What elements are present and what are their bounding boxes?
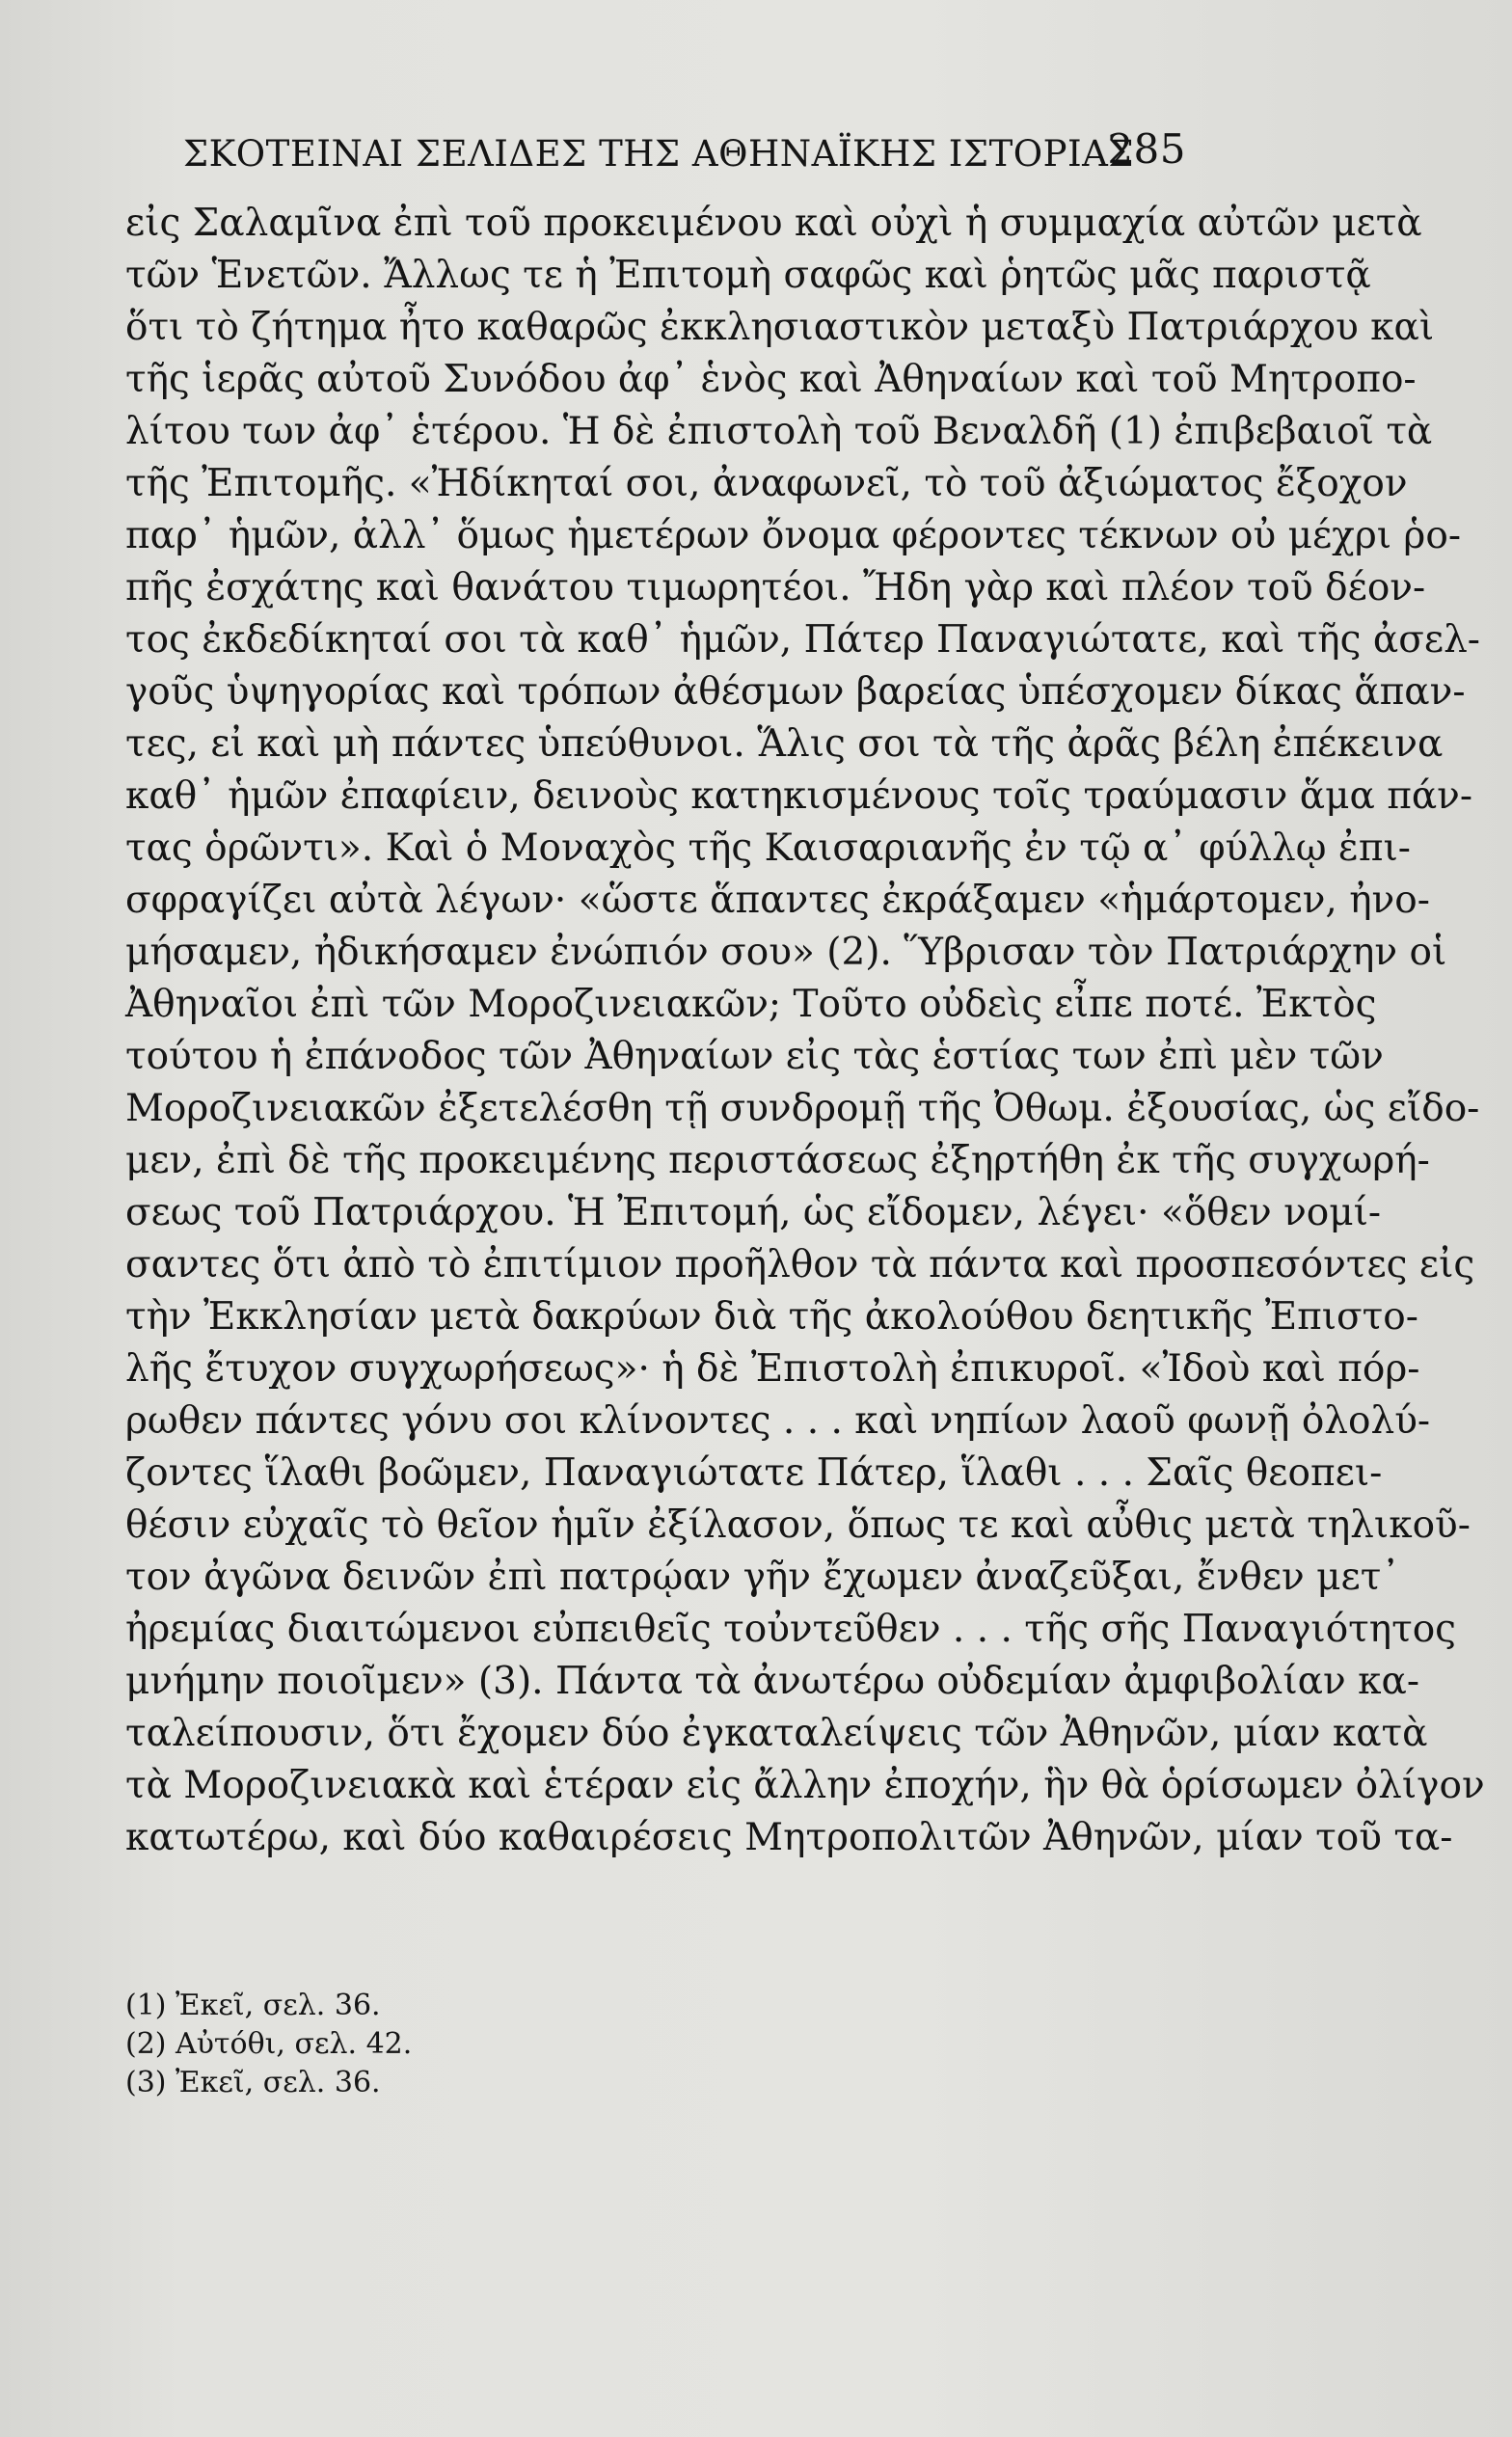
footnotes: [125, 1987, 800, 2102]
text-line: ρωθεν πάντες γόνυ σοι κλίνοντες . . . καὶ νηπίων λαοῦ φωνῇ ὀλολύ-: [125, 1399, 1431, 1443]
text-line: ὅτι τὸ ζήτημα ἦτο καθαρῶς ἐκκλησιαστικὸν μεταξὺ Πατριάρχου καὶ: [125, 306, 1435, 349]
text-line: μνήμην ποιοῖμεν» (3). Πάντα τὰ ἀνωτέρω οὐδεμίαν ἀμφιβολίαν κα-: [125, 1660, 1419, 1703]
text-line: Μοροζινειακῶν ἐξετελέσθη τῇ συνδρομῇ τῆς Ὀθωμ. ἐξουσίας, ὡς εἴδο-: [125, 1087, 1480, 1130]
text-line: εἰς Σαλαμῖνα ἐπὶ τοῦ προκειμένου καὶ οὐχὶ ἡ συμμαχία αὐτῶν μετὰ: [125, 202, 1422, 245]
text-line: ζοντες ἵλαθι βοῶμεν, Παναγιώτατε Πάτερ, ἵλαθι . . . Σαῖς θεοπει-: [125, 1451, 1383, 1495]
body-text: [125, 198, 1485, 1864]
text-line: ἠρεμίας διαιτώμενοι εὐπειθεῖς τοὐντεῦθεν . . . τῆς σῆς Παναγιότητος: [125, 1608, 1457, 1651]
text-line: τῆς ἱερᾶς αὐτοῦ Συνόδου ἀφ᾽ ἑνὸς καὶ Ἀθηναίων καὶ τοῦ Μητροπο-: [125, 358, 1417, 401]
text-line: Ἀθηναῖοι ἐπὶ τῶν Μοροζινειακῶν; Τοῦτο οὐδεὶς εἶπε ποτέ. Ἐκτὸς: [125, 983, 1377, 1026]
page-header: [183, 125, 1186, 183]
footnote: (1) Ἐκεῖ, σελ. 36.: [125, 1989, 381, 2022]
text-line: τῶν Ἑνετῶν. Ἄλλως τε ἡ Ἐπιτομὴ σαφῶς καὶ ῥητῶς μᾶς παριστᾷ: [125, 254, 1371, 297]
text-line: σαντες ὅτι ἀπὸ τὸ ἐπιτίμιον προῆλθον τὰ πάντα καὶ προσπεσόντες εἰς: [125, 1243, 1475, 1286]
text-line: τούτου ἡ ἐπάνοδος τῶν Ἀθηναίων εἰς τὰς ἑστίας των ἐπὶ μὲν τῶν: [125, 1035, 1384, 1078]
footnote: (2) Αὐτόθι, σελ. 42.: [125, 2027, 413, 2061]
text-line: καθ᾽ ἡμῶν ἐπαφίειν, δεινοὺς κατηκισμένους τοῖς τραύμασιν ἅμα πάν-: [125, 774, 1473, 818]
footnote: (3) Ἐκεῖ, σελ. 36.: [125, 2066, 381, 2099]
text-line: σεως τοῦ Πατριάρχου. Ἡ Ἐπιτομή, ὡς εἴδομεν, λέγει· «ὅθεν νομί-: [125, 1191, 1382, 1234]
text-line: τὴν Ἐκκλησίαν μετὰ δακρύων διὰ τῆς ἀκολούθου δεητικῆς Ἐπιστο-: [125, 1295, 1418, 1339]
text-line: παρ᾽ ἡμῶν, ἀλλ᾽ ὅμως ἡμετέρων ὄνομα φέροντες τέκνων οὐ μέχρι ῥο-: [125, 514, 1462, 557]
text-line: τος ἐκδεδίκηταί σοι τὰ καθ᾽ ἡμῶν, Πάτερ Παναγιώτατε, καὶ τῆς ἀσελ-: [125, 618, 1480, 662]
text-line: τῆς Ἐπιτομῆς. «Ἠδίκηταί σοι, ἀναφωνεῖ, τὸ τοῦ ἀξιώματος ἔξοχον: [125, 462, 1408, 505]
text-line: κατωτέρω, καὶ δύο καθαιρέσεις Μητροπολιτῶν Ἀθηνῶν, μίαν τοῦ τα-: [125, 1816, 1453, 1859]
text-line: γοῦς ὑψηγορίας καὶ τρόπων ἀθέσμων βαρείας ὑπέσχομεν δίκας ἅπαν-: [125, 670, 1466, 714]
text-line: λίτου των ἀφ᾽ ἑτέρου. Ἡ δὲ ἐπιστολὴ τοῦ Βεναλδῆ (1) ἐπιβεβαιοῖ τὰ: [125, 410, 1433, 453]
running-title: ΣΚΟΤΕΙΝΑΙ ΣΕΛΙΔΕΣ ΤΗΣ ΑΘΗΝΑΪΚΗΣ ΙΣΤΟΡΙΑΣ: [183, 133, 1134, 175]
text-line: τας ὁρῶντι». Καὶ ὁ Μοναχὸς τῆς Καισαριανῆς ἐν τῷ α᾽ φύλλῳ ἐπι-: [125, 826, 1411, 870]
text-line: ταλείπουσιν, ὅτι ἔχομεν δύο ἐγκαταλείψεις τῶν Ἀθηνῶν, μίαν κατὰ: [125, 1712, 1428, 1755]
text-line: τὰ Μοροζινειακὰ καὶ ἑτέραν εἰς ἄλλην ἐποχήν, ἣν θὰ ὁρίσωμεν ὀλίγον: [125, 1764, 1485, 1807]
text-line: τον ἀγῶνα δεινῶν ἐπὶ πατρῴαν γῆν ἔχωμεν ἀναζεῦξαι, ἔνθεν μετ᾽: [125, 1556, 1400, 1599]
text-line: τες, εἰ καὶ μὴ πάντες ὑπεύθυνοι. Ἅλις σοι τὰ τῆς ἀρᾶς βέλη ἐπέκεινα: [125, 722, 1444, 766]
text-line: μήσαμεν, ἠδικήσαμεν ἐνώπιόν σου» (2). Ὕβρισαν τὸν Πατριάρχην οἱ: [125, 931, 1447, 974]
text-line: λῆς ἔτυχον συγχωρήσεως»· ἡ δὲ Ἐπιστολὴ ἐπικυροῖ. «Ἰδοὺ καὶ πόρ-: [125, 1347, 1420, 1391]
page-number: 285: [1107, 125, 1186, 173]
text-line: πῆς ἐσχάτης καὶ θανάτου τιμωρητέοι. Ἤδη γὰρ καὶ πλέον τοῦ δέον-: [125, 566, 1426, 609]
text-line: σφραγίζει αὐτὰ λέγων· «ὥστε ἅπαντες ἐκράξαμεν «ἡμάρτομεν, ἠνο-: [125, 879, 1430, 922]
text-line: μεν, ἐπὶ δὲ τῆς προκειμένης περιστάσεως ἐξηρτήθη ἐκ τῆς συγχωρή-: [125, 1139, 1430, 1182]
text-line: θέσιν εὐχαῖς τὸ θεῖον ἡμῖν ἐξίλασον, ὅπως τε καὶ αὖθις μετὰ τηλικοῦ-: [125, 1503, 1471, 1547]
